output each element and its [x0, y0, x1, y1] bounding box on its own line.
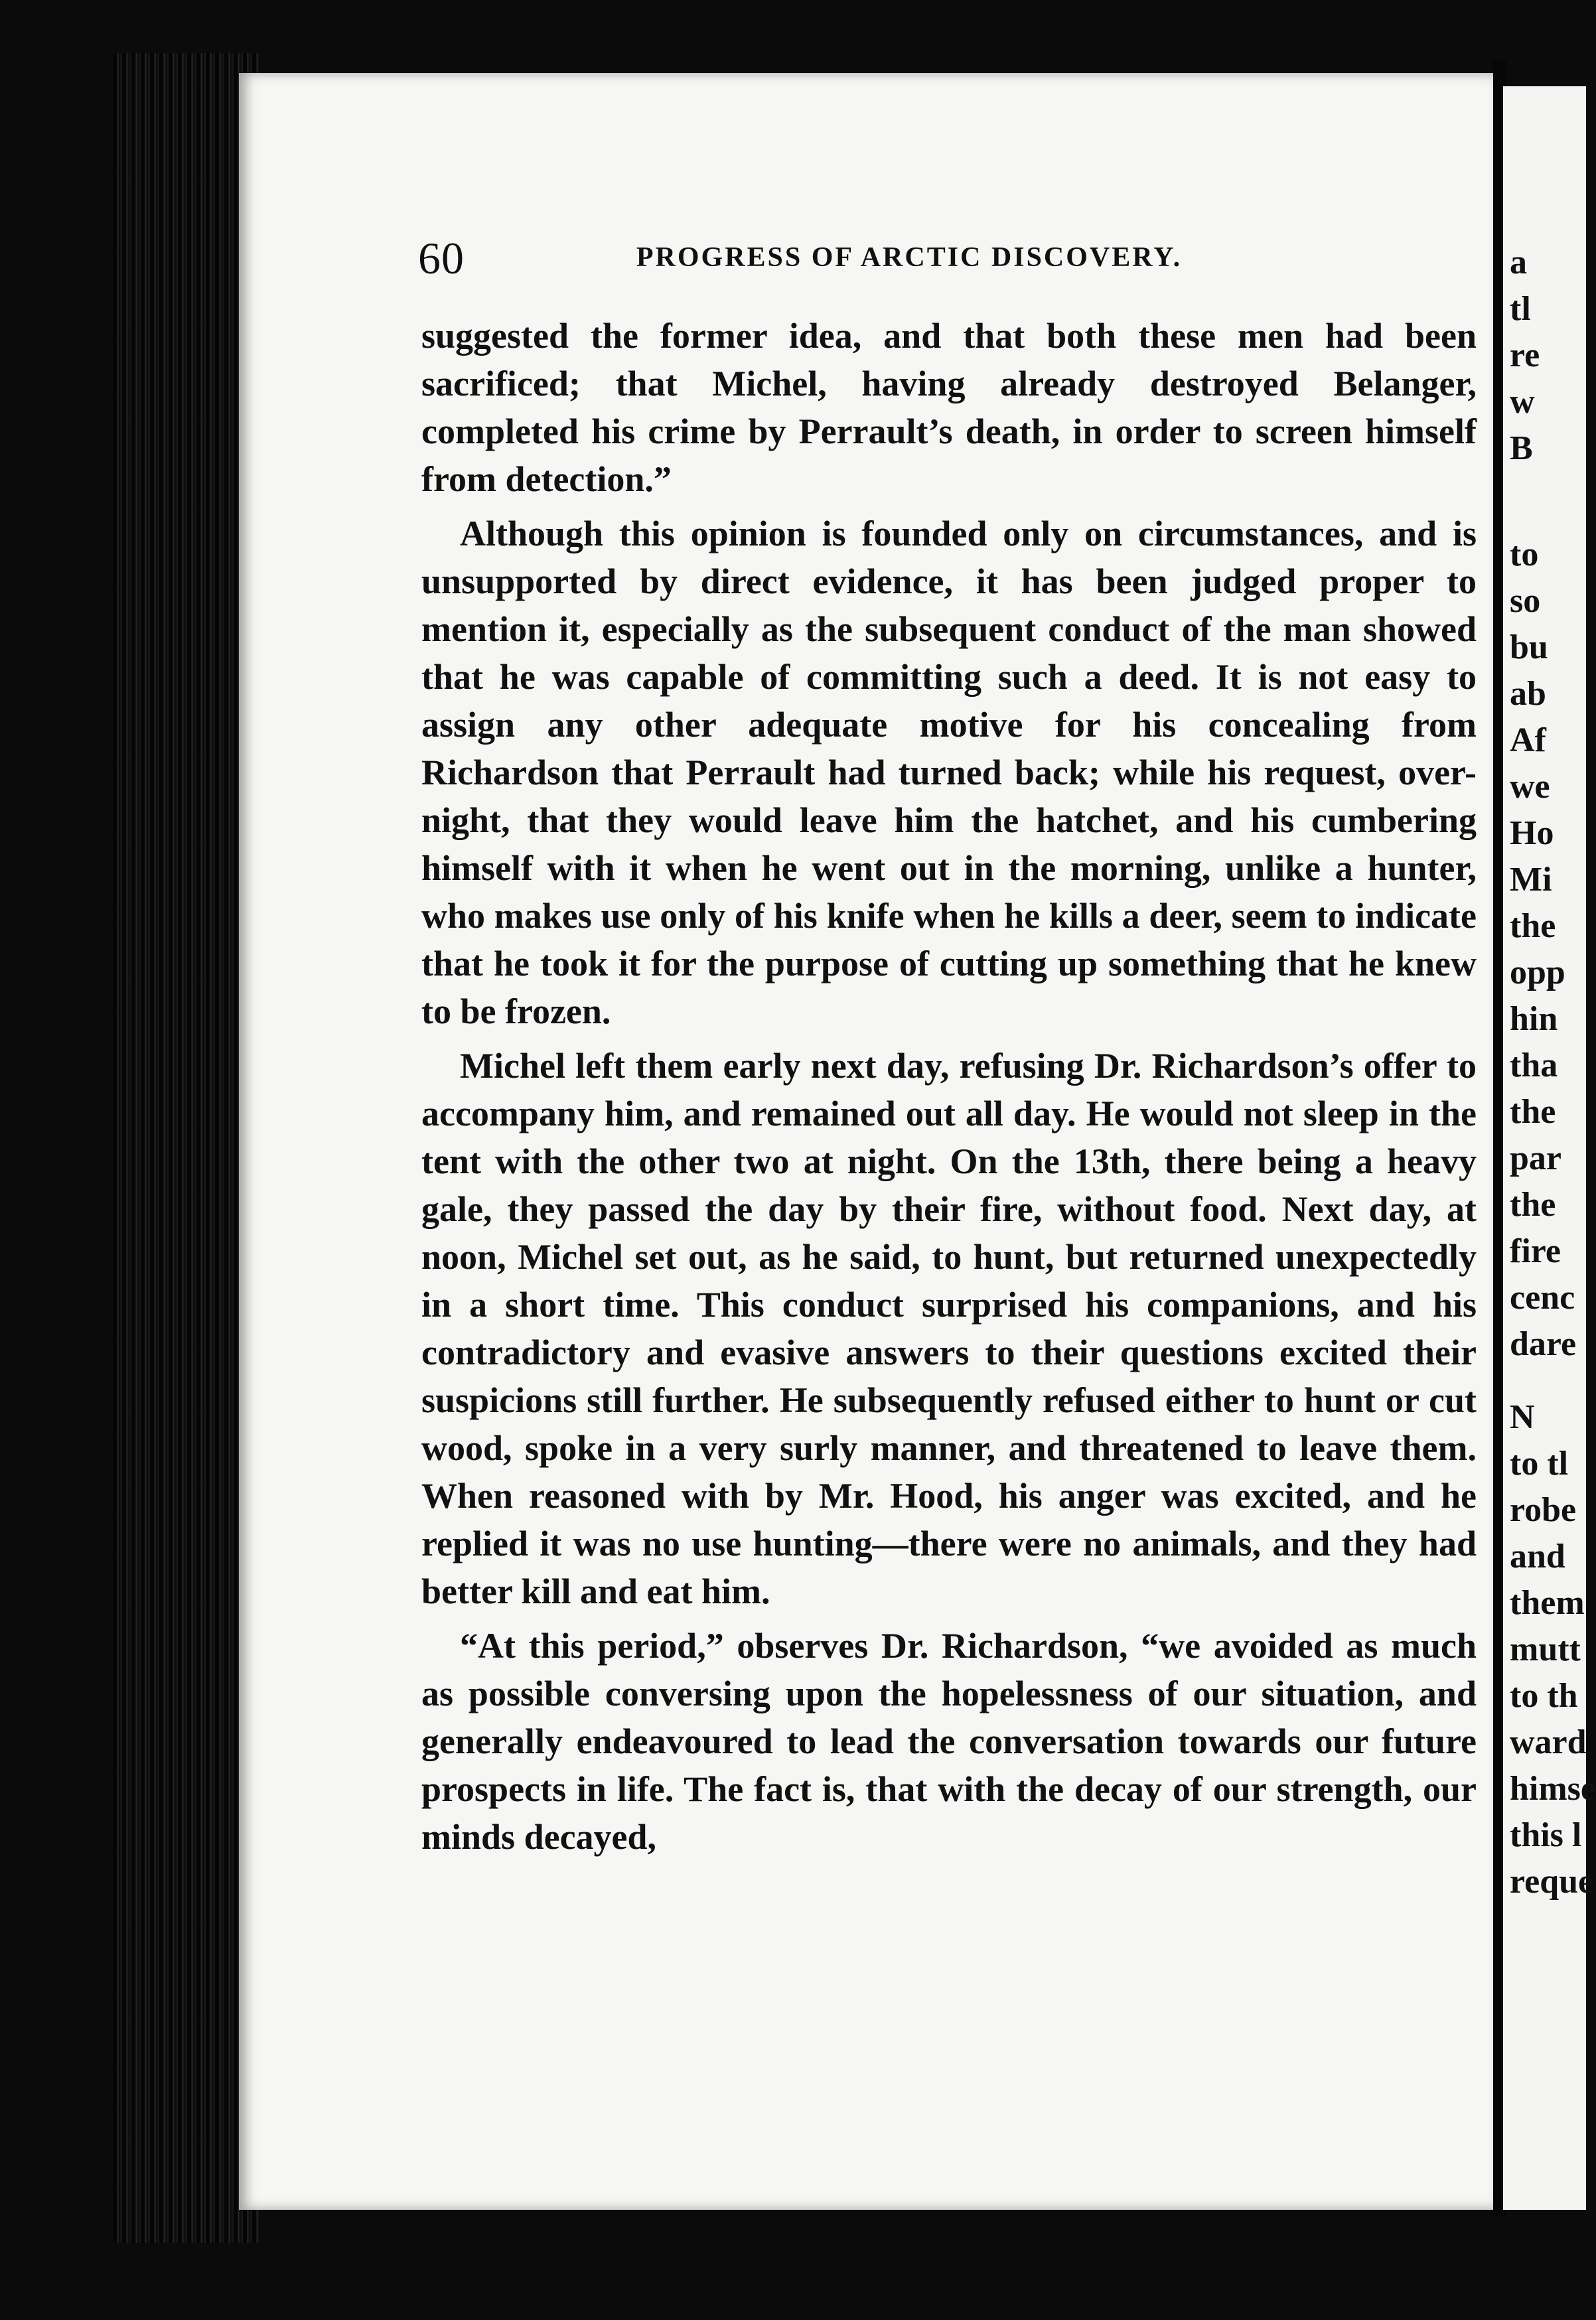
- facing-page-fragment: ward: [1510, 1723, 1587, 1761]
- facing-page-fragment: dare: [1510, 1325, 1577, 1363]
- facing-page-fragment: re: [1510, 336, 1540, 374]
- facing-page-fragment: the: [1510, 1093, 1556, 1131]
- facing-page-fragment: to tl: [1510, 1445, 1569, 1483]
- facing-page-fragment: bu: [1510, 628, 1548, 666]
- running-head: PROGRESS OF ARCTIC DISCOVERY.: [636, 242, 1183, 273]
- paragraph-4: “At this period,” observes Dr. Richardson, “we avoided as much as possible conversing upon the hopelessness of our situation, and generally endeavoured to lead the conversation towards our future prospects in life. The fact is, that with the decay of our strength, our minds decayed,: [421, 1626, 1477, 1857]
- facing-page-fragment: himse: [1510, 1770, 1596, 1808]
- facing-page-fragment: Mi: [1510, 861, 1552, 899]
- facing-page-fragment: Af: [1510, 721, 1546, 759]
- facing-page-fragment: so: [1510, 582, 1541, 620]
- facing-page-fragment: a: [1510, 244, 1527, 281]
- facing-page-fragment: we: [1510, 768, 1550, 806]
- facing-page-fragment: B: [1510, 429, 1533, 467]
- facing-page-fragment: opp: [1510, 954, 1565, 991]
- facing-page-fragment: reque: [1510, 1863, 1594, 1901]
- facing-page-fragment: the: [1510, 1186, 1556, 1224]
- body-text: [421, 312, 1477, 1867]
- page-header: [418, 232, 1480, 292]
- facing-page-fragment: fire: [1510, 1232, 1561, 1270]
- paragraph-1: suggested the former idea, and that both these men had been sacrificed; that Michel, having already destroyed Belanger, completed his crime by Perrault’s death, in order to screen himself from detection.”: [421, 316, 1477, 499]
- facing-page-fragment: this l: [1510, 1816, 1582, 1854]
- facing-page-fragment: to th: [1510, 1677, 1578, 1715]
- facing-page-fragment: Ho: [1510, 814, 1554, 852]
- paragraph-2: Although this opinion is founded only on circumstances, and is unsupported by direct evidence, it has been judged proper to mention it, especially as the subsequent conduct of the man showed that he was capable of committing such a deed. It is not easy to assign any other adequate motive for his concealing from Richardson that Perrault had turned back; while his request, over-night, that they would leave him the hatchet, and his cumbering himself with it when he went out in the morning, unlike a hunter, who makes use only of his knife when he kills a deer, seem to indicate that he took it for the purpose of cutting up something that he knew to be frozen.: [421, 514, 1477, 1031]
- facing-page-fragment: the: [1510, 907, 1556, 945]
- facing-page-fragment: hin: [1510, 1000, 1558, 1038]
- facing-page-fragment: tha: [1510, 1047, 1558, 1084]
- facing-page-fragment: ab: [1510, 675, 1546, 713]
- facing-page-fragment: N: [1510, 1398, 1535, 1436]
- facing-page-fragment: cenc: [1510, 1279, 1575, 1317]
- book-page: [239, 73, 1493, 2210]
- facing-page-fragment: par: [1510, 1139, 1561, 1177]
- facing-page-fragment: mutt: [1510, 1631, 1581, 1668]
- page-number: 60: [418, 233, 465, 283]
- facing-page-edge: [1503, 86, 1596, 2210]
- paragraph-3: Michel left them early next day, refusing Dr. Richardson’s offer to accompany him, and remained out all day. He would not sleep in the tent with the other two at night. On the 13th, there being a heavy gale, they passed the day by their fire, without food. Next day, at noon, Michel set out, as he said, to hunt, but returned unexpectedly in a short time. This conduct surprised his companions, and his contradictory and evasive answers to their questions excited their suspicions still further. He subsequently refused either to hunt or cut wood, spoke in a very surly manner, and threatened to leave them. When reasoned with by Mr. Hood, his anger was excited, and he replied it was no use hunting—there were no animals, and they had better kill and eat him.: [421, 1046, 1477, 1611]
- facing-page-fragment: robe: [1510, 1491, 1577, 1529]
- facing-page-fragment: and: [1510, 1538, 1565, 1575]
- facing-page-fragment: tl: [1510, 290, 1531, 328]
- book-spine: [113, 53, 259, 2243]
- facing-page-fragment: them: [1510, 1584, 1585, 1622]
- facing-page-fragment: to: [1510, 536, 1539, 573]
- facing-page-fragment: w: [1510, 383, 1535, 421]
